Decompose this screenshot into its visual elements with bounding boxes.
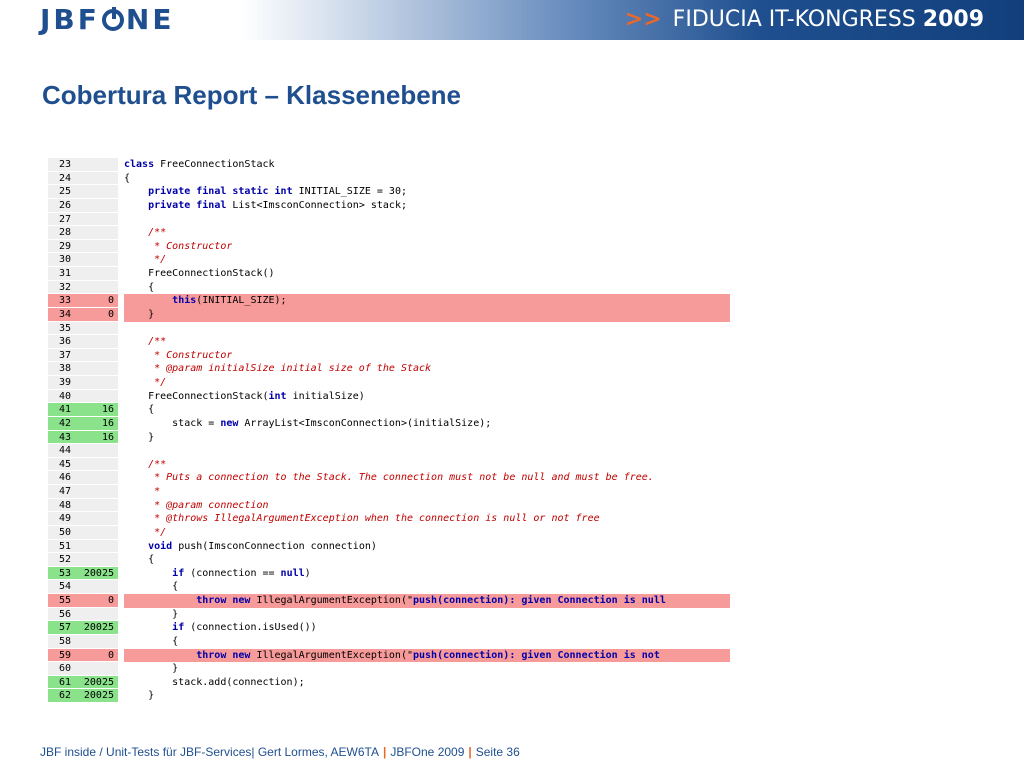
source-token: * @param connection bbox=[124, 499, 269, 511]
footer-separator: | bbox=[382, 745, 387, 759]
code-row bbox=[48, 485, 730, 499]
line-number: 31 bbox=[48, 267, 78, 281]
source-token: ) bbox=[304, 567, 311, 579]
source-token: } bbox=[124, 431, 155, 443]
source-token: (connection.isUsed()) bbox=[184, 622, 317, 634]
code-row bbox=[48, 499, 730, 513]
code-row bbox=[48, 199, 730, 213]
code-row bbox=[48, 403, 730, 417]
line-number: 43 bbox=[48, 431, 78, 445]
hit-count bbox=[78, 226, 118, 240]
code-row bbox=[48, 662, 730, 676]
code-row bbox=[48, 540, 730, 554]
source-token: IllegalArgumentException(" bbox=[250, 595, 413, 606]
line-number: 35 bbox=[48, 322, 78, 336]
source-line bbox=[124, 649, 730, 663]
source-token: private final static int bbox=[148, 186, 293, 198]
code-row bbox=[48, 471, 730, 485]
hit-count bbox=[78, 335, 118, 349]
line-number: 54 bbox=[48, 580, 78, 594]
source-line bbox=[124, 499, 269, 513]
source-line bbox=[124, 403, 154, 417]
code-row bbox=[48, 294, 730, 308]
source-token: private final bbox=[148, 199, 227, 211]
source-line bbox=[124, 580, 178, 594]
source-line bbox=[124, 621, 317, 635]
hit-count: 0 bbox=[78, 294, 118, 308]
source-line bbox=[124, 226, 166, 240]
line-number: 23 bbox=[48, 158, 78, 172]
line-number: 39 bbox=[48, 376, 78, 390]
congress-year: 2009 bbox=[922, 7, 984, 32]
hit-count bbox=[78, 662, 118, 676]
source-token bbox=[124, 295, 172, 306]
coverage-code-table bbox=[48, 158, 730, 703]
logo-o-icon bbox=[102, 9, 124, 31]
hit-count bbox=[78, 172, 118, 186]
congress-title bbox=[625, 7, 984, 33]
source-token: */ bbox=[124, 377, 167, 388]
source-line bbox=[124, 158, 275, 172]
code-row bbox=[48, 594, 730, 608]
code-row bbox=[48, 362, 730, 376]
hit-count bbox=[78, 526, 118, 540]
footer-middle: JBFOne 2009 bbox=[390, 745, 465, 759]
source-line bbox=[124, 349, 232, 363]
jbfone-logo: JBF NE bbox=[40, 3, 175, 36]
line-number: 53 bbox=[48, 567, 78, 581]
source-token: List<ImsconConnection> stack; bbox=[226, 199, 407, 211]
source-token: INITIAL_SIZE = 30; bbox=[292, 186, 407, 198]
source-token: null bbox=[280, 567, 305, 579]
source-line bbox=[124, 376, 166, 390]
code-row bbox=[48, 676, 730, 690]
source-token: * Puts a connection to the Stack. The connection must not be null and must be free. bbox=[124, 472, 654, 484]
code-row bbox=[48, 281, 730, 295]
source-token: * Constructor bbox=[124, 240, 233, 252]
hit-count bbox=[78, 281, 118, 295]
line-number: 52 bbox=[48, 553, 78, 567]
source-line bbox=[124, 512, 600, 526]
hit-count: 0 bbox=[78, 649, 118, 663]
code-row bbox=[48, 417, 730, 431]
hit-count bbox=[78, 458, 118, 472]
line-number: 59 bbox=[48, 649, 78, 663]
hit-count: 0 bbox=[78, 308, 118, 322]
source-line bbox=[124, 294, 730, 308]
source-token: */ bbox=[124, 526, 167, 538]
source-line bbox=[124, 308, 730, 322]
line-number: 36 bbox=[48, 335, 78, 349]
line-number: 49 bbox=[48, 512, 78, 526]
source-line bbox=[124, 553, 154, 567]
source-token: /** bbox=[124, 336, 167, 348]
hit-count bbox=[78, 635, 118, 649]
line-number: 58 bbox=[48, 635, 78, 649]
line-number: 61 bbox=[48, 676, 78, 690]
hit-count bbox=[78, 553, 118, 567]
source-token: push(connection): given Connection is not bbox=[413, 649, 660, 661]
source-token: FreeConnectionStack() bbox=[124, 268, 275, 279]
source-token: { bbox=[124, 554, 155, 566]
source-line bbox=[124, 471, 654, 485]
source-token bbox=[124, 186, 148, 197]
source-token: push(connection): given Connection is null bbox=[413, 595, 666, 606]
source-token: { bbox=[124, 635, 179, 647]
source-line bbox=[124, 676, 305, 690]
source-token: push(ImsconConnection connection) bbox=[172, 540, 377, 552]
line-number: 45 bbox=[48, 458, 78, 472]
source-token bbox=[124, 650, 196, 661]
code-row bbox=[48, 322, 730, 336]
source-token: FreeConnectionStack( bbox=[124, 390, 269, 402]
source-token: * Constructor bbox=[124, 349, 233, 361]
line-number: 42 bbox=[48, 417, 78, 431]
source-line bbox=[124, 567, 311, 581]
source-token: * bbox=[124, 486, 161, 497]
source-token: { bbox=[124, 281, 155, 293]
source-token bbox=[124, 622, 172, 633]
source-line bbox=[124, 185, 407, 199]
code-row bbox=[48, 308, 730, 322]
hit-count: 20025 bbox=[78, 621, 118, 635]
hit-count bbox=[78, 362, 118, 376]
code-row bbox=[48, 390, 730, 404]
line-number: 48 bbox=[48, 499, 78, 513]
source-token: new bbox=[220, 417, 239, 429]
source-token: stack.add(connection); bbox=[124, 676, 305, 688]
source-line bbox=[124, 267, 275, 281]
source-token bbox=[124, 541, 148, 552]
line-number: 47 bbox=[48, 485, 78, 499]
source-token bbox=[124, 568, 172, 579]
source-token: /** bbox=[124, 227, 167, 239]
hit-count bbox=[78, 512, 118, 526]
hit-count bbox=[78, 376, 118, 390]
hit-count: 0 bbox=[78, 594, 118, 608]
footer-left: JBF inside / Unit-Tests für JBF-Services| Gert Lormes, AEW6TA bbox=[40, 745, 379, 759]
hit-count bbox=[78, 267, 118, 281]
line-number: 50 bbox=[48, 526, 78, 540]
line-number: 27 bbox=[48, 213, 78, 227]
hit-count bbox=[78, 390, 118, 404]
hit-count bbox=[78, 199, 118, 213]
source-line bbox=[124, 253, 166, 267]
hit-count: 20025 bbox=[78, 567, 118, 581]
source-token: } bbox=[124, 663, 179, 675]
slide-title: Cobertura Report – Klassenebene bbox=[42, 80, 462, 110]
hit-count bbox=[78, 540, 118, 554]
arrows-icon: >> bbox=[624, 7, 662, 32]
source-token: throw new bbox=[196, 595, 251, 606]
source-line bbox=[124, 635, 178, 649]
line-number: 26 bbox=[48, 199, 78, 213]
source-line bbox=[124, 390, 365, 404]
hit-count: 20025 bbox=[78, 676, 118, 690]
hit-count bbox=[78, 253, 118, 267]
line-number: 33 bbox=[48, 294, 78, 308]
source-token: { bbox=[124, 581, 179, 593]
source-token bbox=[124, 595, 196, 606]
line-number: 51 bbox=[48, 540, 78, 554]
line-number: 25 bbox=[48, 185, 78, 199]
source-token: (INITIAL_SIZE); bbox=[196, 295, 287, 307]
source-line bbox=[124, 689, 154, 703]
source-line bbox=[124, 662, 178, 676]
source-line bbox=[124, 281, 154, 295]
header-band bbox=[0, 0, 1024, 40]
code-row bbox=[48, 172, 730, 186]
source-line bbox=[124, 594, 730, 608]
hit-count bbox=[78, 444, 118, 458]
code-row bbox=[48, 213, 730, 227]
source-token: ArrayList<ImsconConnection>(initialSize); bbox=[238, 417, 492, 429]
line-number: 60 bbox=[48, 662, 78, 676]
hit-count: 20025 bbox=[78, 689, 118, 703]
code-row bbox=[48, 635, 730, 649]
line-number: 55 bbox=[48, 594, 78, 608]
source-token: FreeConnectionStack bbox=[154, 159, 275, 170]
source-line bbox=[124, 608, 178, 622]
source-token: } bbox=[124, 690, 155, 702]
source-line bbox=[124, 199, 407, 213]
code-row bbox=[48, 553, 730, 567]
hit-count bbox=[78, 485, 118, 499]
code-row bbox=[48, 458, 730, 472]
source-token: throw new bbox=[196, 649, 251, 661]
footer-page: Seite 36 bbox=[475, 745, 520, 759]
hit-count bbox=[78, 499, 118, 513]
source-token: IllegalArgumentException(" bbox=[250, 649, 413, 661]
hit-count bbox=[78, 608, 118, 622]
source-token: * @throws IllegalArgumentException when the connection is null or not free bbox=[124, 513, 600, 525]
code-row bbox=[48, 376, 730, 390]
line-number: 38 bbox=[48, 362, 78, 376]
source-token: void bbox=[148, 540, 173, 552]
source-token: initialSize) bbox=[286, 390, 365, 402]
source-line bbox=[124, 240, 232, 254]
code-row bbox=[48, 689, 730, 703]
code-row bbox=[48, 335, 730, 349]
source-line bbox=[124, 335, 166, 349]
source-token: { bbox=[124, 172, 131, 184]
source-token: int bbox=[268, 390, 287, 402]
hit-count bbox=[78, 185, 118, 199]
code-row bbox=[48, 567, 730, 581]
source-token: if bbox=[172, 567, 185, 579]
code-row bbox=[48, 349, 730, 363]
line-number: 30 bbox=[48, 253, 78, 267]
line-number: 56 bbox=[48, 608, 78, 622]
line-number: 57 bbox=[48, 621, 78, 635]
line-number: 34 bbox=[48, 308, 78, 322]
source-line bbox=[124, 540, 377, 554]
hit-count bbox=[78, 213, 118, 227]
hit-count bbox=[78, 322, 118, 336]
footer-separator-2: | bbox=[468, 745, 472, 759]
code-row bbox=[48, 158, 730, 172]
footer bbox=[40, 744, 520, 760]
source-token: if bbox=[172, 622, 185, 634]
source-token: } bbox=[124, 608, 179, 620]
code-row bbox=[48, 240, 730, 254]
line-number: 41 bbox=[48, 403, 78, 417]
source-line bbox=[124, 526, 166, 540]
source-line bbox=[124, 362, 431, 376]
source-token: this bbox=[172, 295, 197, 307]
source-line bbox=[124, 417, 491, 431]
code-row bbox=[48, 649, 730, 663]
code-row bbox=[48, 621, 730, 635]
source-line bbox=[124, 458, 166, 472]
line-number: 37 bbox=[48, 349, 78, 363]
line-number: 44 bbox=[48, 444, 78, 458]
line-number: 62 bbox=[48, 689, 78, 703]
congress-name: FIDUCIA IT-KONGRESS bbox=[672, 7, 916, 32]
hit-count bbox=[78, 240, 118, 254]
source-token: stack = bbox=[124, 417, 221, 429]
code-row bbox=[48, 444, 730, 458]
code-row bbox=[48, 580, 730, 594]
source-token: */ bbox=[124, 254, 167, 266]
source-token: /** bbox=[124, 458, 167, 470]
line-number: 29 bbox=[48, 240, 78, 254]
code-row bbox=[48, 608, 730, 622]
source-line bbox=[124, 172, 130, 186]
source-token: * @param initialSize initial size of the Stack bbox=[124, 363, 432, 375]
source-token: } bbox=[124, 308, 155, 320]
hit-count bbox=[78, 349, 118, 363]
hit-count: 16 bbox=[78, 403, 118, 417]
hit-count bbox=[78, 158, 118, 172]
source-token bbox=[124, 200, 148, 211]
line-number: 40 bbox=[48, 390, 78, 404]
code-row bbox=[48, 185, 730, 199]
source-token: class bbox=[124, 159, 155, 170]
code-row bbox=[48, 526, 730, 540]
source-line bbox=[124, 431, 154, 445]
code-row bbox=[48, 512, 730, 526]
code-row bbox=[48, 431, 730, 445]
line-number: 24 bbox=[48, 172, 78, 186]
source-line bbox=[124, 485, 160, 499]
line-number: 28 bbox=[48, 226, 78, 240]
code-row bbox=[48, 267, 730, 281]
code-row bbox=[48, 226, 730, 240]
line-number: 32 bbox=[48, 281, 78, 295]
code-row bbox=[48, 253, 730, 267]
hit-count: 16 bbox=[78, 431, 118, 445]
hit-count bbox=[78, 471, 118, 485]
source-token: (connection == bbox=[184, 567, 281, 579]
source-token: { bbox=[124, 404, 155, 416]
hit-count bbox=[78, 580, 118, 594]
line-number: 46 bbox=[48, 471, 78, 485]
hit-count: 16 bbox=[78, 417, 118, 431]
